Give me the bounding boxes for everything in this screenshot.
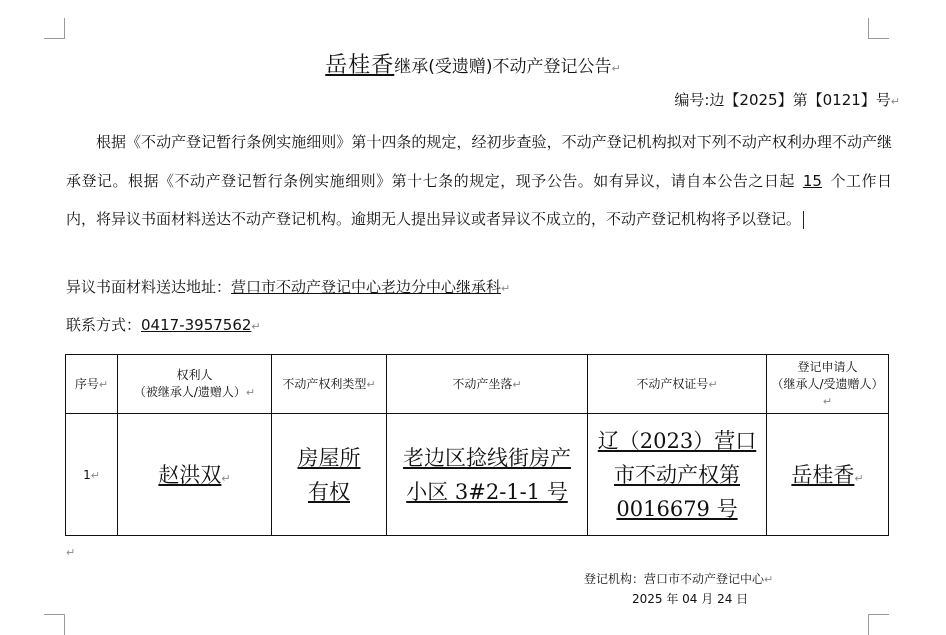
header-location: 不动产坐落↵ [387,355,588,414]
paragraph-mark-icon: ↵ [98,377,109,391]
paragraph-mark-icon: ↵ [708,377,718,391]
page-corner-top-right [868,18,889,39]
notice-text-before: 根据《不动产登记暂行条例实施细则》第十四条的规定，经初步查验，不动产登记机构拟对下列不动产权利办理不动产继承登记。根据《不动产登记暂行条例实施细则》第十七条的规定，现予公告。如有异议，请自本公告之日起 [66,133,892,190]
objection-address [66,276,510,297]
contact-label: 联系方式： [66,316,142,334]
paragraph-mark-icon: ↵ [66,546,76,559]
paragraph-mark-icon: ↵ [854,471,864,485]
paragraph-mark-icon: ↵ [245,386,256,399]
cell-right-type: 房屋所有权 [272,414,387,536]
paragraph-mark-icon: ↵ [822,394,833,408]
table-header-row [66,355,889,414]
notice-date: 2025 年 04 月 24 日 [632,592,749,606]
cell-location: 老边区捻线街房产小区 3#2-1-1 号 [387,414,588,536]
page-corner-top-left [44,18,65,39]
objection-days: 15 [802,171,822,190]
header-right-type: 不动产权利类型↵ [272,355,387,414]
paragraph-mark-icon: ↵ [764,573,774,586]
page-corner-bottom-right [868,614,889,635]
contact-info [66,314,261,335]
paragraph-mark-icon: ↵ [501,282,511,295]
header-seq: 序号↵ [66,355,118,414]
paragraph-mark-icon: ↵ [611,62,621,75]
header-cert-no: 不动产权证号↵ [588,355,767,414]
paragraph-mark-icon: ↵ [512,377,522,391]
paragraph-mark-icon: ↵ [90,468,100,482]
paragraph-mark-icon: ↵ [366,377,376,391]
notice-paragraph [66,123,892,239]
cell-holder: 赵洪双↵ [118,414,272,536]
paragraph-mark-icon: ↵ [221,471,231,485]
cell-cert-no: 辽（2023）营口市不动产权第 0016679 号 [588,414,767,536]
paragraph-mark-icon: ↵ [890,95,900,108]
address-value: 营口市不动产登记中心老边分中心继承科 [231,278,502,296]
page-corner-bottom-left [44,614,65,635]
cell-applicant: 岳桂香↵ [767,414,889,536]
title-rest: 继承(受遗赠)不动产登记公告 [394,57,612,77]
contact-phone: 0417-3957562 [141,316,252,334]
table-row [66,414,889,536]
paragraph-mark-icon: ↵ [251,320,261,333]
address-label: 异议书面材料送达地址： [66,278,232,296]
notice-text-after: 个工作日内，将异议书面材料送达不动产登记机构。逾期无人提出异议或者异议不成立的，不动产登记机构将予以登记。 [66,171,892,228]
header-holder: 权利人 （被继承人/遗赠人）↵ [118,355,272,414]
registration-agency: 登记机构：营口市不动产登记中心↵ [584,572,774,586]
cell-seq: 1↵ [66,414,118,536]
text-cursor [803,211,804,229]
title-name: 岳桂香 [325,53,395,78]
header-applicant: 登记申请人 （继承人/受遗赠人）↵ [767,355,889,414]
document-number: 编号:边【2025】第【0121】号↵ [674,91,900,109]
registration-table [65,354,889,536]
document-title [0,48,946,79]
